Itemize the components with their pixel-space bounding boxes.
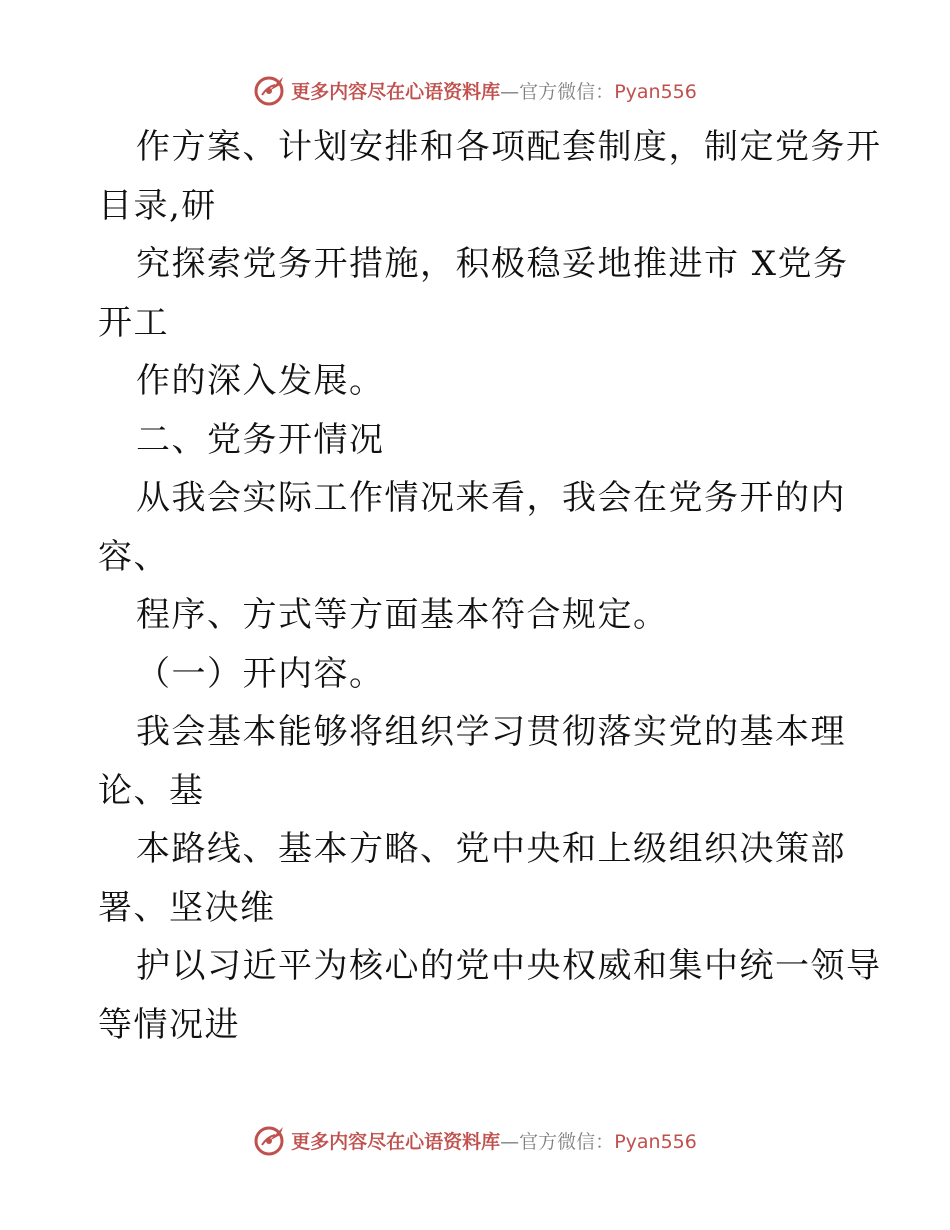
- site-name: 更多内容尽在心语资料库: [291, 80, 501, 103]
- text-line: 容、: [98, 536, 169, 577]
- text-line: 开工: [98, 302, 169, 343]
- footer-watermark-banner: [0, 1120, 950, 1160]
- text-line: 作方案、计划安排和各项配套制度，制定党务开: [136, 127, 882, 167]
- header-watermark-banner: [0, 70, 950, 110]
- separator-dash: —: [500, 1130, 520, 1153]
- text-line: 我会基本能够将组织学习贯彻落实党的基本理: [136, 712, 846, 752]
- text-line: 程序、方式等方面基本符合规定。: [136, 595, 669, 635]
- wechat-id: Pyan556: [614, 1130, 697, 1153]
- text-line: 护以习近平为核心的党中央权威和集中统一领导: [136, 946, 882, 986]
- subsection-heading: （一）开内容。: [136, 653, 385, 694]
- text-line: 等情况进: [98, 1004, 240, 1045]
- wechat-label: 官方微信：: [519, 80, 615, 103]
- text-line: 论、基: [98, 770, 205, 811]
- quill-pen-logo-icon: [253, 73, 287, 107]
- wechat-label: 官方微信：: [519, 1130, 615, 1153]
- quill-pen-logo-icon: [253, 1123, 287, 1157]
- footer-watermark-text: [291, 1127, 697, 1154]
- section-heading: 二、党务开情况: [136, 419, 385, 460]
- text-line: 署、坚决维: [98, 887, 276, 928]
- wechat-id: Pyan556: [614, 80, 697, 103]
- site-name: 更多内容尽在心语资料库: [291, 1130, 501, 1153]
- separator-dash: —: [500, 80, 520, 103]
- header-watermark-text: [291, 77, 697, 104]
- text-line: 究探索党务开措施，积极稳妥地推进市 X党务: [136, 244, 849, 284]
- text-line: 目录,研: [98, 185, 217, 226]
- document-body: [98, 118, 898, 1054]
- text-line: 本路线、基本方略、党中央和上级组织决策部: [136, 829, 846, 869]
- text-line: 作的深入发展。: [136, 361, 385, 401]
- text-line: 从我会实际工作情况来看，我会在党务开的内: [136, 478, 846, 518]
